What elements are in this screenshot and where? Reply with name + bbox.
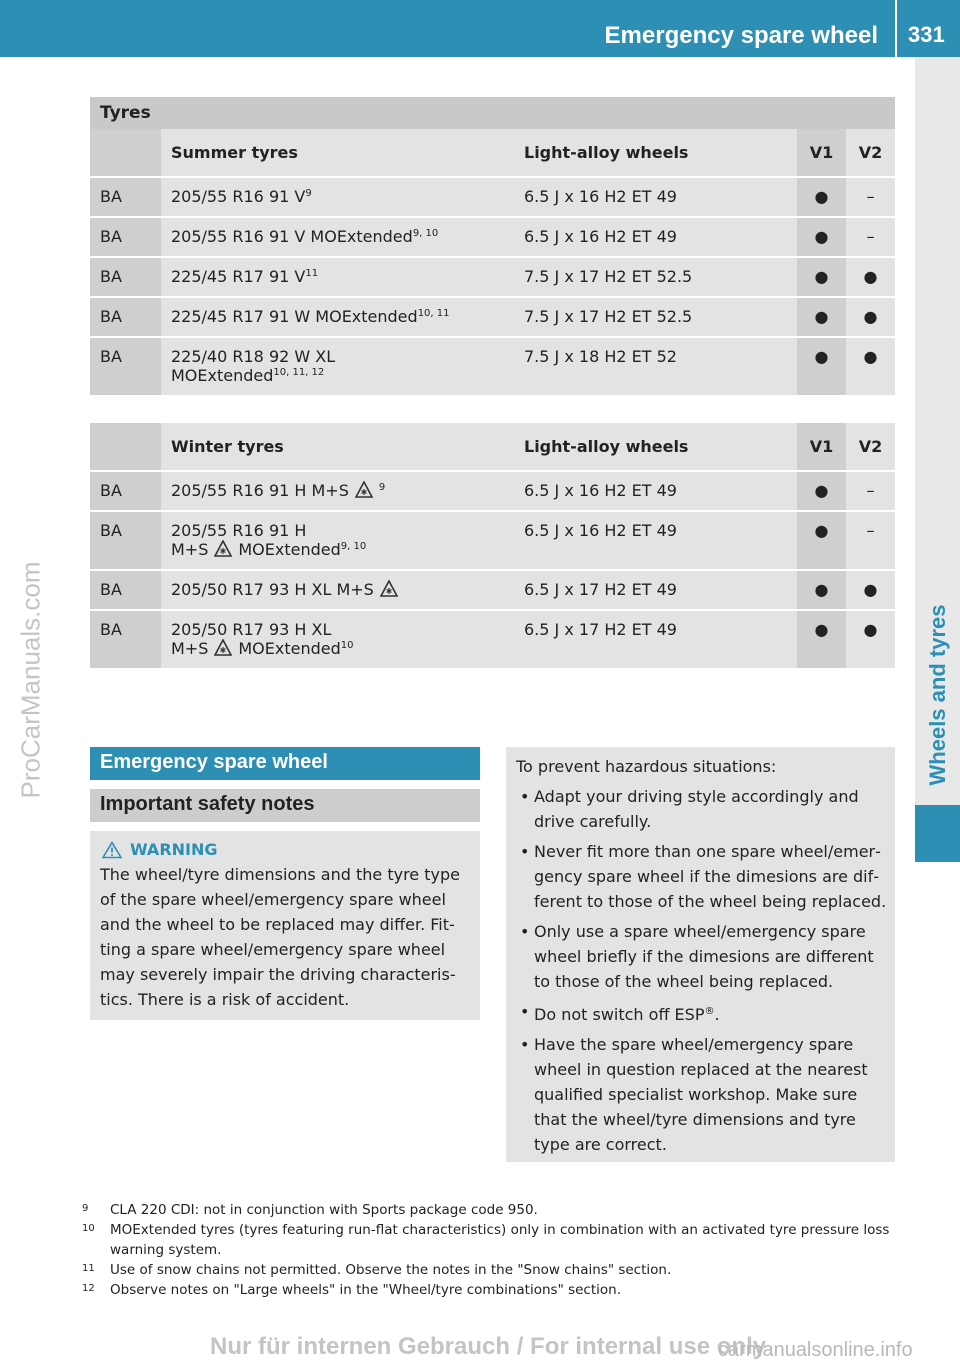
tyre-cell [161, 471, 514, 511]
table-row [90, 471, 895, 511]
header-cell: Winter tyres [161, 423, 514, 471]
footnote [82, 1200, 897, 1220]
tyre-text: 205/50 R17 93 H XL M+S [171, 580, 374, 599]
v1-cell: ● [797, 337, 846, 395]
tyre-text: MOExtended [238, 639, 341, 658]
table-row [90, 337, 895, 395]
table-row [90, 177, 895, 217]
wheel-cell: 6.5 J x 16 H2 ET 49 [514, 217, 797, 257]
v1-cell: ● [797, 297, 846, 337]
wheel-cell: 6.5 J x 16 H2 ET 49 [514, 177, 797, 217]
wheel-cell: 6.5 J x 17 H2 ET 49 [514, 610, 797, 668]
warning-text: The wheel/tyre dimensions and the tyre type of the spare wheel/emergency spare wheel and the wheel to be replaced may differ. Fitting a spare wheel/emergency spare wheel may severely impair the driving characteristics. There is a risk of accident. [100, 865, 460, 1009]
table-header-row [90, 423, 895, 471]
header-cell: Light-alloy wheels [514, 423, 797, 471]
wheel-cell: 7.5 J x 18 H2 ET 52 [514, 337, 797, 395]
safety-instructions [506, 747, 895, 1162]
code-cell: BA [90, 610, 161, 668]
header-cell: V1 [797, 129, 846, 177]
tyre-cell [161, 177, 514, 217]
list-item: • Adapt your driving style accordingly and drive carefully. [516, 784, 887, 834]
snowflake-mountain-icon [214, 639, 232, 656]
tyre-text: 205/55 R16 91 H [171, 521, 307, 540]
code-cell: BA [90, 471, 161, 511]
code-cell: BA [90, 217, 161, 257]
code-cell: BA [90, 177, 161, 217]
tyre-text: M+S [171, 540, 209, 559]
header-cell: V1 [797, 423, 846, 471]
v2-cell: ● [846, 337, 895, 395]
footnote [82, 1220, 897, 1260]
v2-cell: – [846, 471, 895, 511]
header-cell: Light-alloy wheels [514, 129, 797, 177]
tyre-text: 205/55 R16 91 H M+S [171, 481, 349, 500]
subsection-heading: Important safety notes [90, 789, 480, 822]
v2-cell: ● [846, 257, 895, 297]
table-row [90, 297, 895, 337]
table-row [90, 570, 895, 610]
tyre-text: MOExtended [171, 366, 274, 385]
snowflake-mountain-icon [214, 540, 232, 557]
v2-cell: – [846, 217, 895, 257]
v1-cell: ● [797, 217, 846, 257]
v2-cell: ● [846, 610, 895, 668]
list-item: • Never fit more than one spare wheel/emergency spare wheel if the dimesions are different to those of the wheel being replaced. [516, 839, 887, 914]
spare-wheel-section [90, 747, 480, 1020]
warning-box [90, 831, 480, 1020]
side-watermark-text: ProCarManuals.com [15, 561, 46, 799]
v1-cell: ● [797, 610, 846, 668]
header-cell: V2 [846, 129, 895, 177]
tyre-text: 225/45 R17 91 W MOExtended [171, 307, 418, 326]
code-cell: BA [90, 297, 161, 337]
tyre-cell [161, 570, 514, 610]
tyre-text: 225/40 R18 92 W XL [171, 347, 336, 366]
v1-cell: ● [797, 570, 846, 610]
page-number: 331 [908, 22, 945, 47]
warning-title-text: WARNING [130, 840, 218, 859]
list-item [516, 999, 887, 1027]
tyre-text: 205/50 R17 93 H XL [171, 620, 332, 639]
registered-mark: ® [704, 1006, 715, 1017]
v2-cell: ● [846, 297, 895, 337]
tyres-tables [90, 97, 895, 668]
footnote-ref: 9, 10 [340, 541, 367, 552]
v2-cell: ● [846, 570, 895, 610]
tyres-heading: Tyres [90, 97, 895, 129]
tyre-text: 205/55 R16 91 V MOExtended [171, 227, 413, 246]
footnote-ref: 9, 10 [412, 228, 439, 239]
footnote-number: 9 [82, 1203, 89, 1214]
table-header-row [90, 129, 895, 177]
header-cell: V2 [846, 423, 895, 471]
footnote-text: Observe notes on "Large wheels" in the "Wheel/tyre combinations" section. [110, 1282, 621, 1298]
v1-cell: ● [797, 257, 846, 297]
side-tab [916, 585, 960, 805]
page-header-title: Emergency spare wheel [604, 22, 878, 49]
instructions-intro: To prevent hazardous situations: [516, 757, 777, 776]
footnote-ref: 10 [340, 640, 354, 651]
snowflake-mountain-icon [355, 481, 373, 498]
footnote [82, 1280, 897, 1300]
footnote-number: 12 [82, 1283, 95, 1294]
code-cell: BA [90, 337, 161, 395]
wheel-cell: 6.5 J x 16 H2 ET 49 [514, 471, 797, 511]
footnote [82, 1260, 897, 1280]
header-cell [90, 423, 161, 471]
tyre-cell [161, 610, 514, 668]
list-item-text: . [714, 1005, 720, 1024]
v1-cell: ● [797, 511, 846, 570]
footnote-ref: 9 [305, 188, 312, 199]
table-row [90, 217, 895, 257]
warning-title [100, 837, 470, 862]
side-watermark [0, 520, 62, 840]
footnote-text: CLA 220 CDI: not in conjunction with Sports package code 950. [110, 1202, 538, 1218]
side-tab-label: Wheels and tyres [925, 604, 950, 786]
wheel-cell: 6.5 J x 16 H2 ET 49 [514, 511, 797, 570]
warning-triangle-icon [102, 841, 122, 859]
tyre-cell [161, 257, 514, 297]
tyre-text: M+S [171, 639, 209, 658]
footnote-ref: 10, 11, 12 [273, 367, 325, 378]
header-cell [90, 129, 161, 177]
code-cell: BA [90, 257, 161, 297]
list-item-text: Do not switch off ESP [534, 1005, 705, 1024]
snowflake-mountain-icon [380, 580, 398, 597]
v1-cell: ● [797, 471, 846, 511]
footnote-number: 10 [82, 1223, 95, 1234]
table-row [90, 511, 895, 570]
table-row [90, 610, 895, 668]
footnote-ref: 10, 11 [417, 308, 450, 319]
wheel-cell: 7.5 J x 17 H2 ET 52.5 [514, 297, 797, 337]
list-item: • Only use a spare wheel/emergency spare wheel briefly if the dimesions are different to those of the wheel being replaced. [516, 919, 887, 994]
footnote-number: 11 [82, 1263, 95, 1274]
footnote-text: MOExtended tyres (tyres featuring run-flat characteristics) only in combination with an activated tyre pressure loss warning system. [110, 1222, 890, 1258]
header-cell: Summer tyres [161, 129, 514, 177]
code-cell: BA [90, 570, 161, 610]
wheel-cell: 6.5 J x 17 H2 ET 49 [514, 570, 797, 610]
header-divider [895, 0, 897, 57]
footnote-text: Use of snow chains not permitted. Observe the notes in the "Snow chains" section. [110, 1262, 672, 1278]
tyre-cell [161, 297, 514, 337]
tyre-cell [161, 511, 514, 570]
section-heading: Emergency spare wheel [90, 747, 480, 780]
summer-tyres-table [90, 129, 895, 395]
v1-cell: ● [797, 177, 846, 217]
tyre-text: 205/55 R16 91 V [171, 187, 306, 206]
tyre-cell [161, 337, 514, 395]
side-tab-block [915, 805, 960, 862]
wheel-cell: 7.5 J x 17 H2 ET 52.5 [514, 257, 797, 297]
tyre-text: 225/45 R17 91 V [171, 267, 306, 286]
table-row [90, 257, 895, 297]
footer-site-watermark: carmanualsonline.info [718, 1339, 913, 1361]
footer-watermark: Nur für internen Gebrauch / For internal use only [210, 1333, 767, 1360]
tyre-cell [161, 217, 514, 257]
list-item: • Have the spare wheel/emergency spare wheel in question replaced at the nearest qualified specialist workshop. Make sure that the wheel/tyre dimensions and tyre type are correct. [516, 1032, 887, 1157]
footnote-ref: 11 [305, 268, 319, 279]
code-cell: BA [90, 511, 161, 570]
winter-tyres-table [90, 423, 895, 668]
v2-cell: – [846, 511, 895, 570]
v2-cell: – [846, 177, 895, 217]
footnote-ref: 9 [378, 482, 386, 493]
footnotes [82, 1200, 897, 1300]
tyre-text: MOExtended [238, 540, 341, 559]
